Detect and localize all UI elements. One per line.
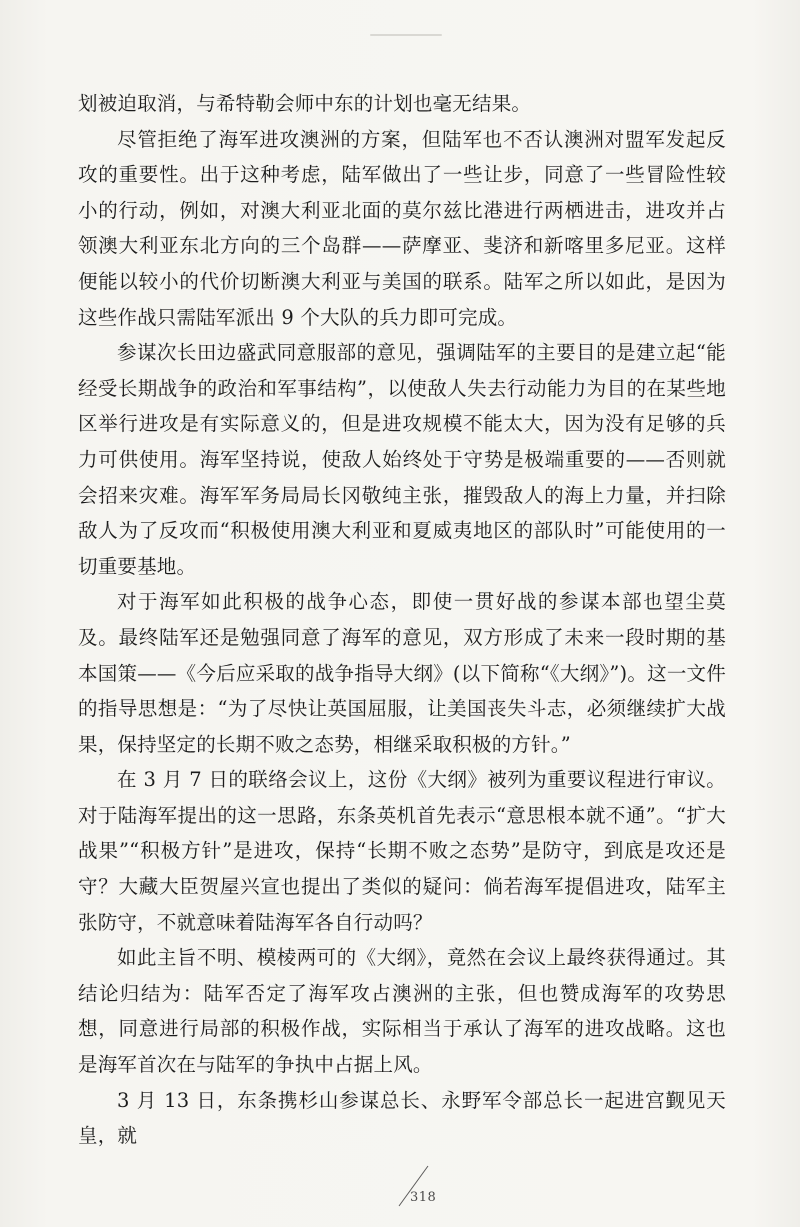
paragraph-3: 参谋次长田边盛武同意服部的意见，强调陆军的主要目的是建立起“能经受长期战争的政治和军事结构”，以使敌人失去行动能力为目的在某些地区举行进攻是有实际意义的，但是进攻规模不能太大，因为没有足够的兵力可供使用。海军坚持说，使敌人始终处于守势是极端重要的——否则就会招来灾难。海军军务局局长冈敬纯主张，摧毁敌人的海上力量，并扫除敌人为了反攻而“积极使用澳大利亚和夏威夷地区的部队时”可能使用的一切重要基地。 bbox=[78, 341, 726, 578]
page-number: 318 bbox=[410, 1190, 437, 1205]
paragraph-5: 在 3 月 7 日的联络会议上，这份《大纲》被列为重要议程进行审议。对于陆海军提出的这一思路，东条英机首先表示“意思根本就不通”。“扩大战果”“积极方针”是进攻，保持“长期不败之态势”是防守，到底是攻还是守？大藏大臣贺屋兴宣也提出了类似的疑问：倘若海军提倡进攻，陆军主张防守，不就意味着陆海军各自行动吗？ bbox=[78, 768, 726, 934]
paragraph-1: 划被迫取消，与希特勒会师中东的计划也毫无结果。 bbox=[78, 92, 532, 115]
paragraph-7: 3 月 13 日，东条携杉山参谋总长、永野军令部总长一起进宫觐见天皇，就 bbox=[78, 1088, 726, 1148]
paragraph-2: 尽管拒绝了海军进攻澳洲的方案，但陆军也不否认澳洲对盟军发起反攻的重要性。出于这种考虑，陆军做出了一些让步，同意了一些冒险性较小的行动，例如，对澳大利亚北面的莫尔兹比港进行两栖进击，进攻并占领澳大利亚东北方向的三个岛群——萨摩亚、斐济和新喀里多尼亚。这样便能以较小的代价切断澳大利亚与美国的联系。陆军之所以如此，是因为这些作战只需陆军派出 9 个大队的兵力即可完成。 bbox=[78, 127, 726, 329]
folio-slash-ornament bbox=[0, 1158, 800, 1218]
body-text bbox=[78, 86, 726, 1154]
paragraph-4: 对于海军如此积极的战争心态，即使一贯好战的参谋本部也望尘莫及。最终陆军还是勉强同意了海军的意见，双方形成了未来一段时期的基本国策——《今后应采取的战争指导大纲》(以下简称“《大纲》”)。这一文件的指导思想是：“为了尽快让英国屈服，让美国丧失斗志，必须继续扩大战果，保持坚定的长期不败之态势，相继采取积极的方针。” bbox=[78, 590, 726, 756]
running-header-mark bbox=[370, 34, 442, 36]
paragraph-6: 如此主旨不明、模棱两可的《大纲》，竟然在会议上最终获得通过。其结论归结为：陆军否定了海军攻占澳洲的主张，但也赞成海军的攻势思想，同意进行局部的积极作战，实际相当于承认了海军的进攻战略。这也是海军首次在与陆军的争执中占据上风。 bbox=[78, 946, 726, 1077]
page-footer bbox=[0, 1158, 800, 1218]
